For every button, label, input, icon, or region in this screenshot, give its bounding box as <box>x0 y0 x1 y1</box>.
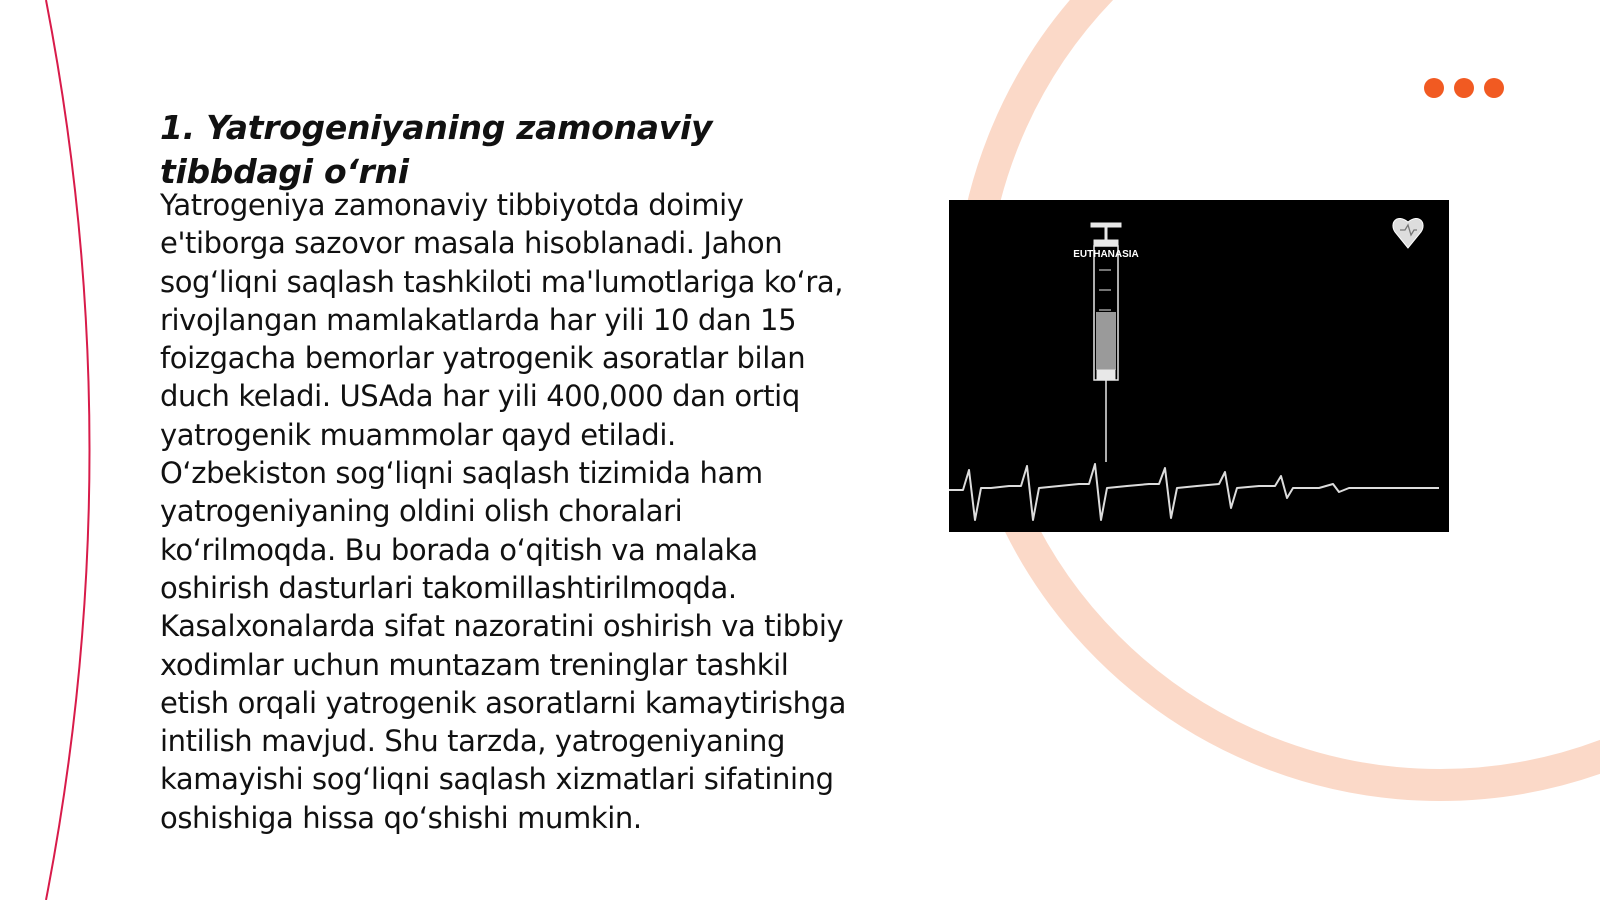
slide-body-text: Yatrogeniya zamonaviy tibbiyotda doimiy e'tiborga sazovor masala hisoblanadi. Jahon sog‘liqni saqlash tashkiloti ma'lumotlariga ko‘ra, rivojlangan mamlakatlarda har yili 10 dan 15 foizgacha bemorlar yatrogenik asoratlar bilan duch keladi. USAda har yili 400,000 dan ortiq yatrogenik muammolar qayd etiladi. O‘zbekiston sog‘liqni saqlash tizimida ham yatrogeniyaning oldini olish choralari ko‘rilmoqda. Bu borada o‘qitish va malaka oshirish dasturlari takomillashtirilmoqda. Kasalxonalarda sifat nazoratini oshirish va tibbiy xodimlar uchun muntazam treninglar tashkil etish orqali yatrogenik asoratlarni kamaytirishga intilish mavjud. Shu tarzda, yatrogeniyaning kamayishi sog‘liqni saqlash xizmatlari sifatining oshishiga hissa qo‘shishi mumkin. <box>160 188 846 835</box>
dot-2 <box>1454 78 1474 98</box>
euthanasia-image <box>949 200 1449 532</box>
dot-3 <box>1484 78 1504 98</box>
slide-title: 1. Yatrogeniyaning zamonaviy tibbdagi o‘rni <box>160 108 713 191</box>
heartbeat-line <box>949 464 1439 520</box>
heart-icon <box>1393 218 1423 248</box>
syringe-label: EUTHANASIA <box>1073 249 1139 260</box>
left-accent-line <box>46 0 90 900</box>
dot-1 <box>1424 78 1444 98</box>
decorative-dots <box>1424 78 1504 98</box>
